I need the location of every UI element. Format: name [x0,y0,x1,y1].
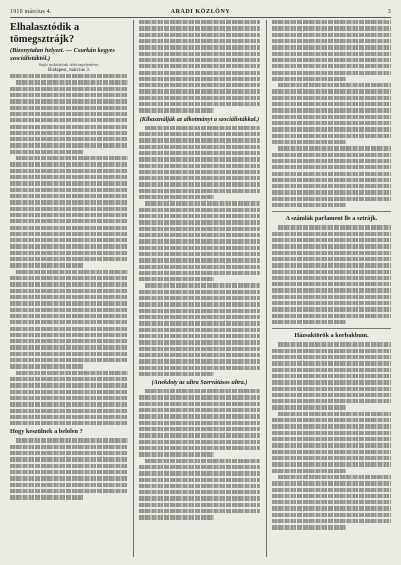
text-line [10,87,128,91]
text-line [272,257,391,261]
text-line [139,102,260,106]
text-line [10,282,128,286]
text-line [139,239,260,243]
text-line [10,162,128,166]
text-line [278,83,391,87]
text-line [139,334,260,338]
text-line [272,288,391,292]
text-line [10,181,128,185]
text-line [139,252,260,256]
text-line [139,157,260,161]
text-line [10,339,128,343]
text-line [10,476,128,480]
article-subhead: (Bizonytalan helyzet. — Csurkán kegyes szociálistáktól.) [10,47,115,62]
text-line [272,295,391,299]
text-line [10,251,128,255]
text-line [272,39,391,43]
text-line [10,118,128,122]
text-line [10,289,128,293]
text-line [272,232,391,236]
text-line [10,352,128,356]
text-line [272,424,391,428]
text-line [16,156,128,160]
section-heading: A számlák parlament lle a sztrájk. [285,215,378,223]
body-text [272,225,391,324]
text-line [10,377,128,381]
text-line [139,39,260,43]
text-line [10,257,128,261]
column-divider [133,20,134,557]
text-line [272,203,346,207]
text-line [139,465,260,469]
text-line [139,446,260,450]
text-line [139,151,260,155]
text-line [139,471,260,475]
text-line [272,500,391,504]
text-line [272,140,346,144]
text-line [10,364,83,368]
text-line [139,440,260,444]
text-line [139,277,214,281]
text-line [139,490,260,494]
text-line [278,146,391,150]
text-line [272,276,391,280]
body-text [10,438,128,499]
text-line [139,427,260,431]
text-line [10,93,128,97]
text-line [272,178,391,182]
text-line [139,353,260,357]
text-line [272,52,391,56]
text-line [139,214,260,218]
body-text [139,20,260,113]
text-line [139,182,260,186]
newspaper-title: ARADI KÖZLÖNY [170,9,231,15]
text-line [139,503,260,507]
text-line [139,359,260,363]
text-line [10,470,128,474]
text-line [139,321,260,325]
text-line [10,188,128,192]
page-number: 3 [387,9,391,15]
text-line [272,525,346,529]
article-dateline: Budapest, március 3. [48,68,90,73]
text-line [272,251,391,255]
text-line [139,452,214,456]
text-line [139,176,260,180]
text-line [272,307,391,311]
text-line [16,80,128,84]
body-text [10,74,128,425]
text-line [139,315,260,319]
text-line [272,361,391,365]
text-line [139,89,260,93]
text-line [10,383,128,387]
text-line [139,366,260,370]
text-line [10,200,128,204]
text-line [272,282,391,286]
text-line [272,58,391,62]
text-line [139,328,260,332]
text-line [139,26,260,30]
text-line [139,164,260,168]
text-line [139,195,214,199]
text-line [139,220,260,224]
text-line [139,408,260,412]
text-line [272,197,391,201]
text-line [272,481,391,485]
text-line [139,227,260,231]
text-line [10,263,83,267]
text-line [10,238,128,242]
text-line [272,165,391,169]
text-line [139,496,260,500]
text-line [272,184,391,188]
text-line [139,108,214,112]
text-line [272,374,391,378]
text-line [278,475,391,479]
text-line [10,207,128,211]
text-line [139,246,260,250]
text-line [145,126,260,130]
text-line [145,201,260,205]
text-line [272,244,391,248]
text-line [272,450,391,454]
issue-date: 1910 március 4. [10,9,52,15]
text-line [272,45,391,49]
text-line [139,290,260,294]
text-line [139,433,260,437]
text-line [10,451,128,455]
text-line [139,515,214,519]
text-line [139,71,260,75]
text-line [139,96,260,100]
text-line [272,153,391,157]
text-line [10,226,128,230]
text-line [272,301,391,305]
masthead [10,7,391,18]
text-line [272,172,391,176]
text-line [272,270,391,274]
text-line [272,320,346,324]
text-line [139,395,260,399]
text-line [10,74,128,78]
text-line [272,71,391,75]
text-line [272,77,346,81]
text-line [272,488,391,492]
text-line [272,263,391,267]
text-line [10,421,128,425]
text-line [139,20,260,24]
text-line [10,112,128,116]
text-line [272,96,391,100]
text-line [139,302,260,306]
text-line [10,396,128,400]
text-line [139,347,260,351]
text-line [139,33,260,37]
text-line [272,437,391,441]
text-line [272,368,391,372]
separator-rule [272,211,391,212]
text-line [272,102,391,106]
text-line [10,213,128,217]
text-line [10,125,128,129]
text-line [10,150,83,154]
article-headline: Elhalasztódik a tömegsztrájk? [10,22,80,45]
text-line [272,89,391,93]
text-line [272,399,391,403]
column-divider [266,20,267,557]
text-line [272,393,391,397]
text-line [272,134,391,138]
text-line [272,159,391,163]
text-line [272,456,391,460]
text-line [10,99,128,103]
text-line [278,412,391,416]
text-line [10,137,128,141]
text-line [10,232,128,236]
column-3 [272,20,391,557]
text-line [10,106,128,110]
text-line [16,438,128,442]
text-line [272,108,391,112]
text-line [10,333,128,337]
text-line [272,405,346,409]
text-line [10,169,128,173]
text-line [278,225,391,229]
text-line [139,340,260,344]
text-line [139,83,260,87]
text-line [272,238,391,242]
text-line [272,443,391,447]
text-line [16,371,128,375]
text-line [10,457,128,461]
text-line [272,494,391,498]
text-line [145,459,260,463]
correspondent-note: Saját tudósítónk telefonjelentése. [38,62,100,67]
section-heading: Házsaktörök a korbakbum. [294,332,369,340]
text-line [272,469,346,473]
body-text [139,126,260,376]
text-line [272,506,391,510]
text-line [272,387,391,391]
text-line [10,308,128,312]
section-heading: Hogy keszülnek a belolen ? [10,428,83,436]
text-line [278,342,391,346]
section-heading: (Anekdoty az ultra Szervátásos ultra.) [151,379,248,387]
text-line [10,314,128,318]
text-line [139,478,260,482]
text-line [16,270,128,274]
text-line [272,314,391,318]
text-line [272,513,391,517]
body-text [272,342,391,529]
text-line [10,358,128,362]
text-line [10,175,128,179]
text-line [272,349,391,353]
text-line [10,320,128,324]
column-2 [139,20,260,557]
text-line [139,414,260,418]
text-line [272,418,391,422]
text-line [139,421,260,425]
text-line [10,194,128,198]
text-line [10,483,128,487]
text-line [272,20,391,24]
body-text [139,389,260,520]
text-line [139,45,260,49]
text-line [139,309,260,313]
text-line [272,462,391,466]
section-heading: (Kihasználják az alkotmányt a szociálistákkal.) [139,115,260,123]
text-line [139,77,260,81]
text-line [139,402,260,406]
text-line [10,219,128,223]
text-line [139,138,260,142]
text-line [139,509,260,513]
text-line [139,58,260,62]
text-line [272,121,391,125]
text-line [272,33,391,37]
text-line [139,52,260,56]
text-line [139,258,260,262]
text-line [10,390,128,394]
text-line [272,355,391,359]
text-line [10,402,128,406]
text-line [139,265,260,269]
text-line [272,26,391,30]
text-line [10,415,128,419]
text-line [10,131,128,135]
text-line [10,301,128,305]
text-line [145,283,260,287]
column-1 [10,20,128,557]
text-line [10,276,128,280]
text-line [145,389,260,393]
text-line [272,115,391,119]
text-line [139,189,260,193]
text-line [139,271,260,275]
text-line [139,132,260,136]
text-line [10,464,128,468]
text-line [10,345,128,349]
text-line [272,190,391,194]
separator-rule [272,328,391,329]
text-line [272,64,391,68]
text-line [272,431,391,435]
text-line [139,484,260,488]
text-line [139,208,260,212]
text-line [10,295,128,299]
text-line [139,372,214,376]
text-line [272,519,391,523]
text-line [139,233,260,237]
text-line [10,495,83,499]
text-line [10,143,128,147]
text-line [10,445,128,449]
body-text [272,20,391,207]
text-line [10,409,128,413]
text-line [139,64,260,68]
text-line [272,127,391,131]
text-line [139,170,260,174]
text-line [10,327,128,331]
text-line [139,145,260,149]
text-line [10,489,128,493]
text-line [272,380,391,384]
text-line [139,296,260,300]
text-line [10,244,128,248]
